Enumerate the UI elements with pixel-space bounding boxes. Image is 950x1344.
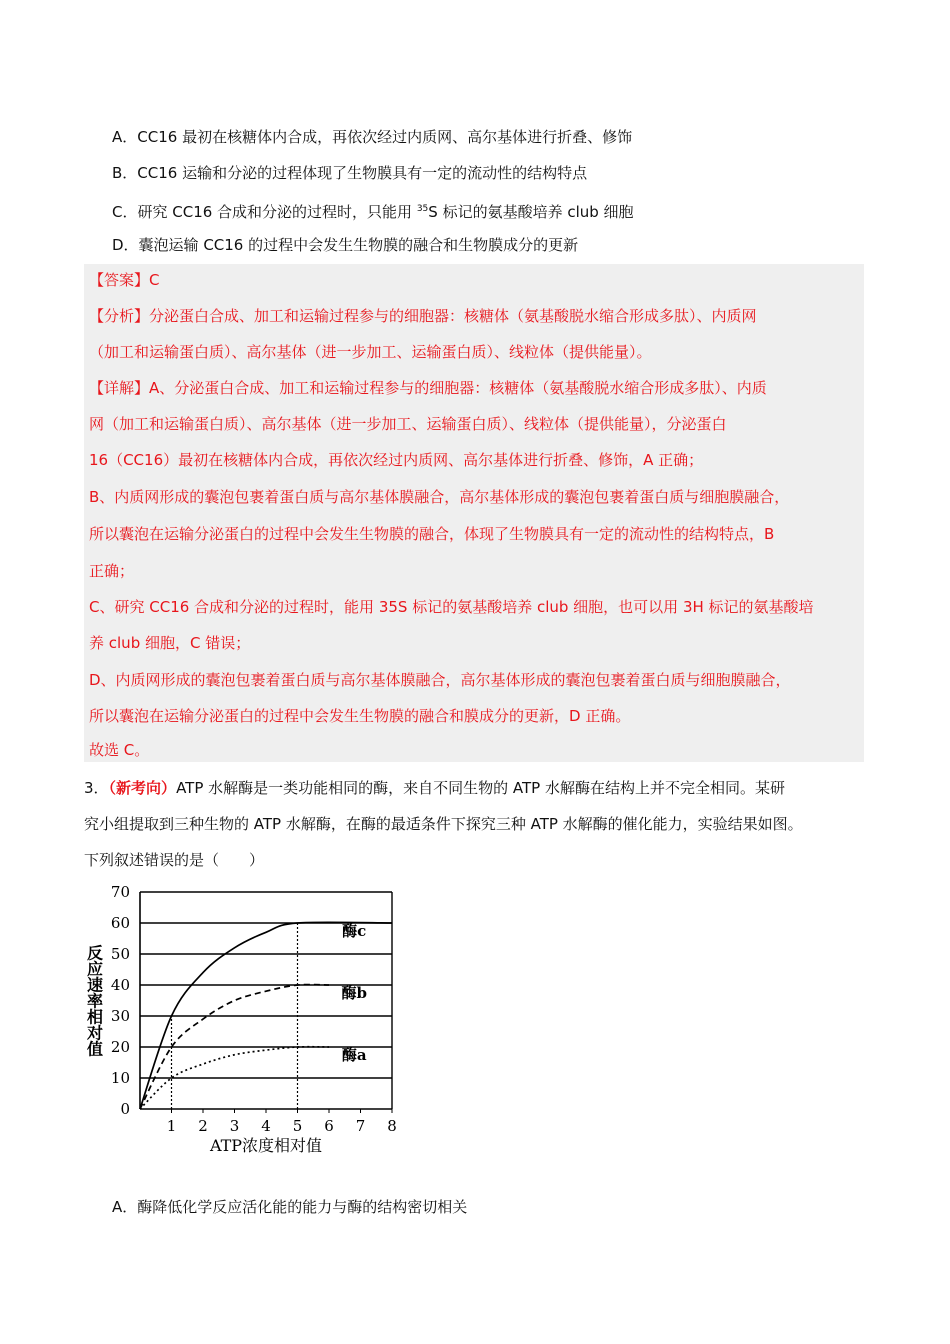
option-a: A．CC16 最初在核糖体内合成，再依次经过内质网、高尔基体进行折叠、修饰 xyxy=(112,128,633,146)
question-3-option-a: A．酶降低化学反应活化能的能力与酶的结构密切相关 xyxy=(112,1198,468,1216)
detail-line-10: 所以囊泡在运输分泌蛋白的过程中会发生生物膜的融合和膜成分的更新，D 正确。 xyxy=(89,707,631,725)
detail-line-3: 16（CC16）最初在核糖体内合成，再依次经过内质网、高尔基体进行折叠、修饰，A 正确； xyxy=(89,451,704,469)
detail-line-4: B、内质网形成的囊泡包裹着蛋白质与高尔基体膜融合，高尔基体形成的囊泡包裹着蛋白质与细胞膜融合， xyxy=(89,488,790,506)
option-c: C．研究 CC16 合成和分泌的过程时，只能用 $^{35}$S 标记的氨基酸培养 club 细胞 xyxy=(112,203,634,221)
y-tick-label: 40 xyxy=(110,976,130,994)
detail-line-7: C、研究 CC16 合成和分泌的过程时，能用 35S 标记的氨基酸培养 club 细胞，也可以用 3H 标记的氨基酸培 xyxy=(89,598,814,616)
y-tick-label: 70 xyxy=(110,883,130,901)
analysis-line-2: （加工和运输蛋白质）、高尔基体（进一步加工、运输蛋白质）、线粒体（提供能量）。 xyxy=(89,343,652,361)
detail-line-5: 所以囊泡在运输分泌蛋白的过程中会发生生物膜的融合，体现了生物膜具有一定的流动性的结构特点，B xyxy=(89,525,775,543)
y-tick-label: 10 xyxy=(110,1069,130,1087)
question-3-line-1: 3．（新考向）ATP 水解酶是一类功能相同的酶，来自不同生物的 ATP 水解酶在结构上并不完全相同。某研 xyxy=(84,779,785,797)
x-tick-label: 2 xyxy=(198,1117,208,1135)
enzyme-rate-chart xyxy=(80,876,420,1166)
x-tick-label: 1 xyxy=(166,1117,177,1135)
y-tick-label: 20 xyxy=(110,1038,130,1056)
analysis-line-1: 【分析】分泌蛋白合成、加工和运输过程参与的细胞器：核糖体（氨基酸脱水缩合形成多肽）、内质网 xyxy=(89,307,757,325)
y-tick-label: 30 xyxy=(110,1007,130,1025)
x-tick-label: 7 xyxy=(355,1117,366,1135)
option-d: D．囊泡运输 CC16 的过程中会发生生物膜的融合和生物膜成分的更新 xyxy=(112,236,579,254)
x-axis-title: ATP浓度相对值 xyxy=(209,1136,323,1155)
detail-line-9: D、内质网形成的囊泡包裹着蛋白质与高尔基体膜融合，高尔基体形成的囊泡包裹着蛋白质与细胞膜融合， xyxy=(89,671,791,689)
series-label: 酶b xyxy=(341,983,367,1002)
detail-line-6: 正确； xyxy=(89,562,135,580)
x-tick-label: 8 xyxy=(387,1117,397,1135)
detail-line-1: 【详解】A、分泌蛋白合成、加工和运输过程参与的细胞器：核糖体（氨基酸脱水缩合形成多肽）、内质 xyxy=(89,379,767,397)
series-label: 酶c xyxy=(342,921,367,940)
detail-line-2: 网（加工和运输蛋白质）、高尔基体（进一步加工、运输蛋白质）、线粒体（提供能量），分泌蛋白 xyxy=(89,415,727,433)
y-tick-label: 50 xyxy=(110,945,130,963)
y-tick-label: 60 xyxy=(110,914,130,932)
question-3-line-2: 究小组提取到三种生物的 ATP 水解酶，在酶的最适条件下探究三种 ATP 水解酶的催化能力，实验结果如图。 xyxy=(84,815,803,833)
series-label: 酶a xyxy=(341,1045,367,1064)
y-tick-label: 0 xyxy=(120,1100,130,1118)
x-tick-label: 6 xyxy=(324,1117,334,1135)
option-b: B．CC16 运输和分泌的过程体现了生物膜具有一定的流动性的结构特点 xyxy=(112,164,588,182)
x-tick-label: 5 xyxy=(292,1117,303,1135)
detail-line-8: 养 club 细胞，C 错误； xyxy=(89,634,251,652)
x-tick-label: 3 xyxy=(229,1117,240,1135)
question-3-line-3: 下列叙述错误的是（ ） xyxy=(84,851,265,869)
answer-line: 【答案】C xyxy=(89,271,160,289)
y-axis-title: 反应速率相对值 xyxy=(84,944,104,1057)
new-direction-tag: （新考向） xyxy=(108,779,177,797)
conclusion-line: 故选 C。 xyxy=(89,741,150,759)
x-tick-label: 4 xyxy=(261,1117,271,1135)
